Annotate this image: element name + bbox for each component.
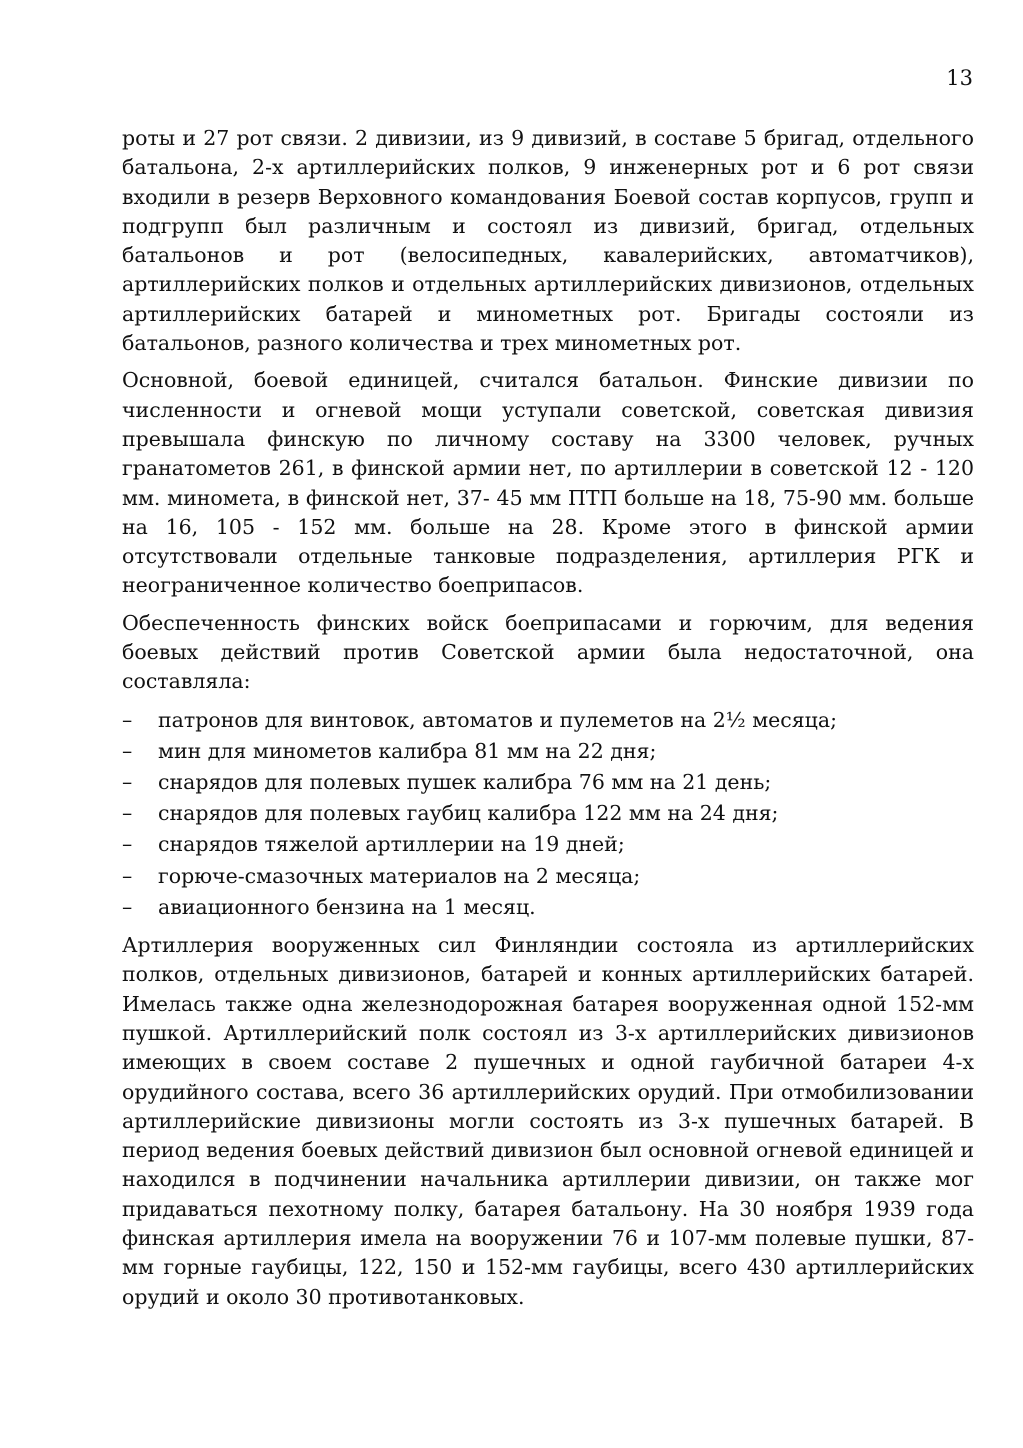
paragraph-supply-intro: Обеспеченность финских войск боеприпасами и горючим, для ведения боевых действий против Советской армии была недостаточной, она составляла: <box>122 610 974 694</box>
paragraph-reserve-composition: роты и 27 рот связи. 2 дивизии, из 9 дивизий, в составе 5 бригад, отдельного батальона, 2-х артиллерийских полков, 9 инженерных рот и 6 рот связи входили в резерв Верховного командования Боевой состав корпусов, групп и подгрупп был различным и состоял из дивизий, бригад, отдельных батальонов и рот (велосипедных, кавалерийских, автоматчиков), артиллерийских полков и отдельных артиллерийских дивизионов, отдельных артиллерийских батарей и минометных рот. Бригады состояли из батальонов, разного количества и трех минометных рот. <box>122 126 974 356</box>
list-item-text: снарядов для полевых пушек калибра 76 мм на 21 день; <box>158 770 772 795</box>
document-body <box>122 124 974 1320</box>
list-item-text: авиационного бензина на 1 месяц. <box>158 894 536 919</box>
list-item-text: снарядов тяжелой артиллерии на 19 дней; <box>158 832 625 857</box>
list-item <box>122 892 974 923</box>
supply-list <box>122 705 974 923</box>
list-item-text: мин для минометов калибра 81 мм на 22 дня; <box>158 738 657 763</box>
dash-marker: – <box>122 863 133 888</box>
dash-marker: – <box>122 832 133 857</box>
list-item <box>122 829 974 860</box>
list-item <box>122 767 974 798</box>
list-item <box>122 798 974 829</box>
dash-marker: – <box>122 707 133 732</box>
dash-marker: – <box>122 738 133 763</box>
dash-marker: – <box>122 770 133 795</box>
list-item <box>122 861 974 892</box>
paragraph-finnish-artillery: Артиллерия вооруженных сил Финляндии состояла из артиллерийских полков, отдельных дивизионов, батарей и конных артиллерийских батарей. Имелась также одна железнодорожная батарея вооруженная одной 152-мм пушкой. Артиллерийский полк состоял из 3-х артиллерийских дивизионов имеющих в своем составе 2 пушечных и одной гаубичной батареи 4-х орудийного состава, всего 36 артиллерийских орудий. При отмобилизовании артиллерийские дивизионы могли состоять из 3-х пушечных батарей. В период ведения боевых действий дивизион был основной огневой единицей и находился в подчинении начальника артиллерии дивизии, он также мог придаваться пехотному полку, батарея батальону. На 30 ноября 1939 года финская артиллерия имела на вооружении 76 и 107-мм полевые пушки, 87-мм горные гаубицы, 122, 150 и 152-мм гаубицы, всего 430 артиллерийских орудий и около 30 противотанковых. <box>122 933 974 1309</box>
list-item <box>122 736 974 767</box>
dash-marker: – <box>122 801 133 826</box>
dash-marker: – <box>122 894 133 919</box>
paragraph-battalion-comparison: Основной, боевой единицей, считался батальон. Финские дивизии по численности и огневой мощи уступали советской, советская дивизия превышала финскую по личному составу на 3300 человек, ручных гранатометов 261, в финской армии нет, по артиллерии в советской 12 - 120 мм. миномета, в финской нет, 37- 45 мм ПТП больше на 18, 75-90 мм. больше на 16, 105 - 152 мм. больше на 28. Кроме этого в финской армии отсутствовали отдельные танковые подразделения, артиллерия РГК и неограниченное количество боеприпасов. <box>122 368 974 598</box>
list-item-text: снарядов для полевых гаубиц калибра 122 мм на 24 дня; <box>158 801 779 826</box>
list-item-text: горюче-смазочных материалов на 2 месяца; <box>158 863 641 888</box>
page-number: 13 <box>946 66 973 90</box>
list-item-text: патронов для винтовок, автоматов и пулеметов на 2½ месяца; <box>158 707 837 732</box>
list-item <box>122 705 974 736</box>
